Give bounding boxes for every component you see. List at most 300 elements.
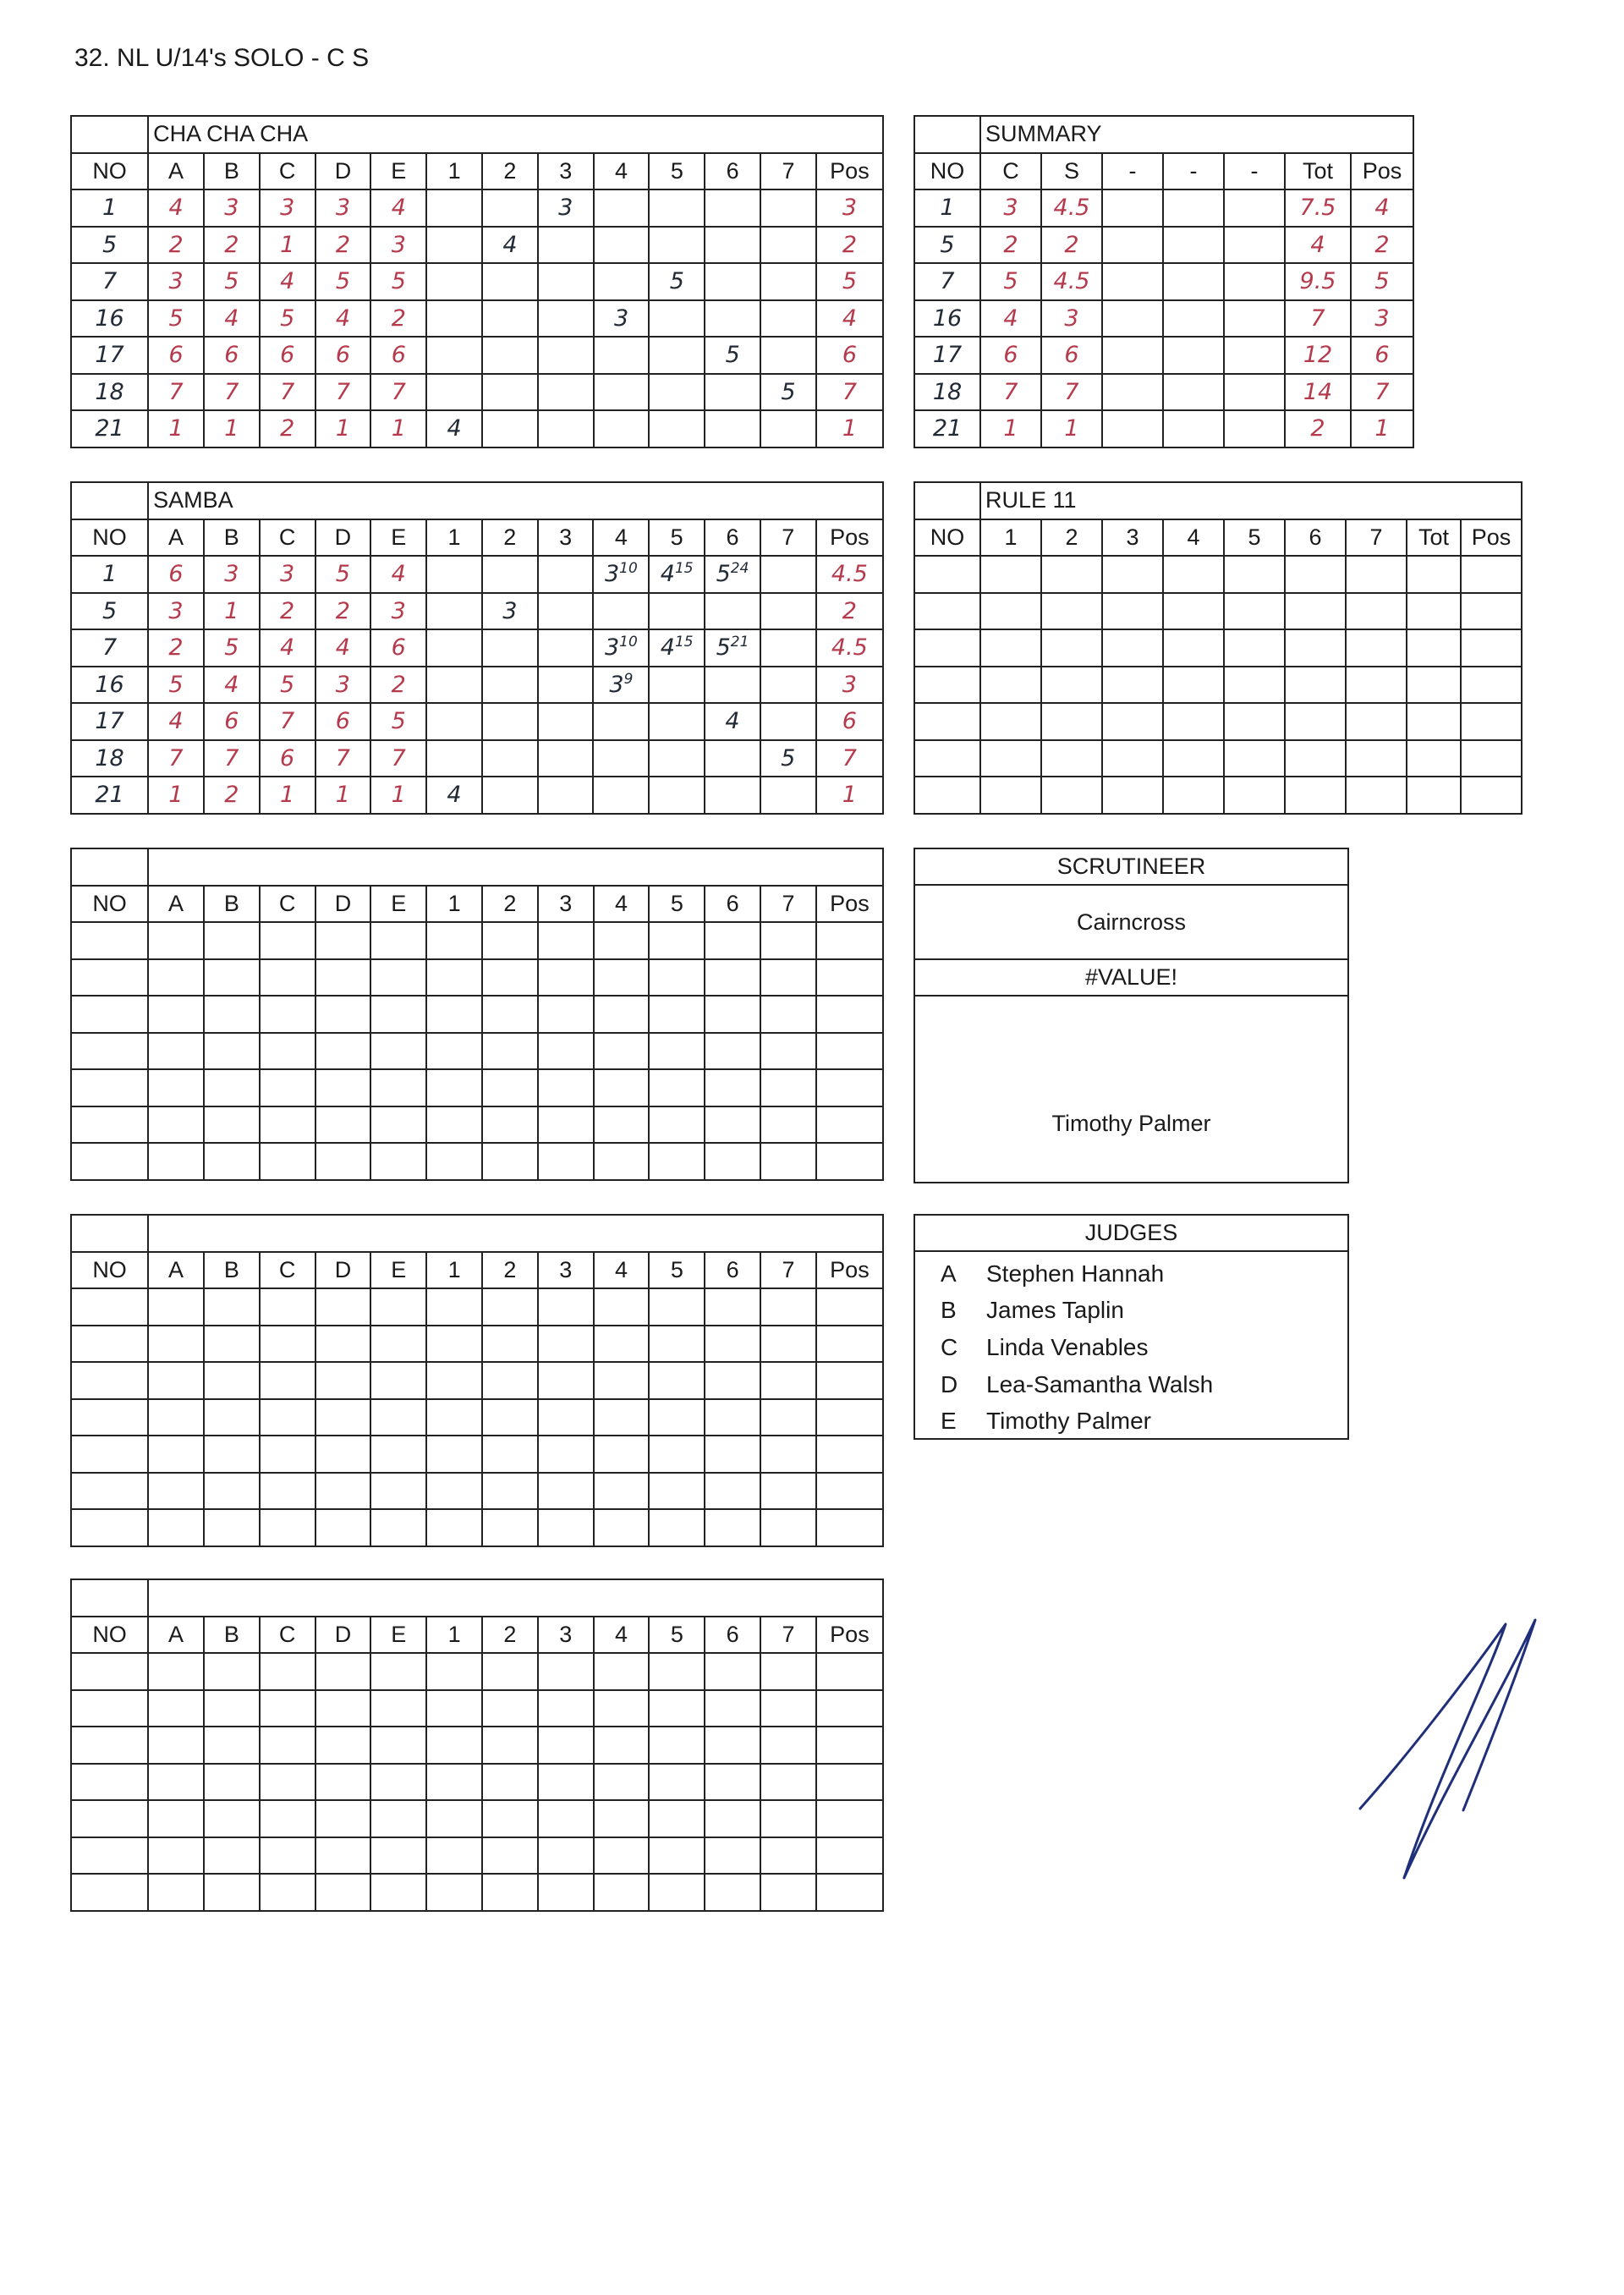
score-cell	[482, 959, 538, 997]
score-cell: 6	[315, 337, 371, 374]
score-cell	[370, 1509, 426, 1546]
score-cell: $4^{15}$	[649, 556, 705, 593]
score-cell	[649, 1399, 705, 1436]
judge-name: Lea-Samantha Walsh	[986, 1370, 1214, 1397]
score-cell	[148, 1288, 204, 1326]
score-cell	[705, 1106, 760, 1144]
score-cell	[649, 1800, 705, 1837]
score-cell	[760, 227, 816, 264]
column-header: 1	[980, 519, 1041, 557]
score-cell	[370, 1727, 426, 1764]
table-row	[71, 996, 883, 1033]
score-cell	[482, 410, 538, 447]
score-cell	[760, 1837, 816, 1875]
score-cell	[649, 1436, 705, 1473]
score-cell	[538, 1837, 594, 1875]
score-cell: 5	[71, 593, 148, 630]
score-cell: 17	[71, 703, 148, 740]
score-cell	[315, 1653, 371, 1690]
score-cell	[482, 1727, 538, 1764]
table-row	[71, 922, 883, 959]
column-header: 1	[426, 1617, 482, 1654]
score-cell	[1346, 556, 1407, 593]
column-header: 4	[594, 1252, 650, 1289]
score-cell	[482, 189, 538, 227]
score-cell	[482, 1800, 538, 1837]
score-cell: 1	[148, 410, 204, 447]
score-cell	[538, 1436, 594, 1473]
score-cell: 7	[71, 629, 148, 667]
score-cell	[760, 1436, 816, 1473]
score-cell: 5	[204, 629, 260, 667]
column-header: C	[980, 153, 1041, 190]
column-header: C	[260, 886, 315, 923]
column-header: 3	[1102, 519, 1163, 557]
score-cell	[538, 1509, 594, 1546]
score-cell	[538, 922, 594, 959]
score-cell	[426, 667, 482, 704]
score-cell	[594, 1727, 650, 1764]
score-cell	[705, 410, 760, 447]
score-cell	[649, 1653, 705, 1690]
score-cell	[1041, 593, 1102, 630]
score-cell	[370, 1106, 426, 1144]
score-cell	[760, 1326, 816, 1363]
scrutineer-box	[914, 848, 1349, 1183]
score-cell	[816, 1436, 883, 1473]
score-cell	[1224, 410, 1285, 447]
score-cell	[705, 1727, 760, 1764]
score-cell: 4	[980, 300, 1041, 338]
score-cell: 5	[71, 227, 148, 264]
score-cell	[1041, 703, 1102, 740]
score-cell	[593, 740, 649, 777]
score-cell: 6	[315, 703, 371, 740]
score-cell	[705, 1764, 760, 1801]
score-cell	[1102, 410, 1163, 447]
score-cell	[1285, 740, 1346, 777]
column-header: C	[260, 1252, 315, 1289]
score-cell	[482, 374, 538, 411]
table-row	[914, 703, 1522, 740]
heading-spacer	[71, 482, 148, 519]
score-cell	[1102, 593, 1163, 630]
score-cell	[760, 1473, 816, 1510]
score-cell	[649, 667, 705, 704]
column-header: 7	[760, 1617, 816, 1654]
score-cell	[1285, 703, 1346, 740]
score-cell	[1041, 667, 1102, 704]
score-cell	[705, 1874, 760, 1911]
score-cell	[148, 1033, 204, 1070]
score-cell	[426, 593, 482, 630]
score-cell	[705, 374, 760, 411]
score-cell	[649, 1874, 705, 1911]
score-cell	[148, 1473, 204, 1510]
score-cell: 4	[204, 667, 260, 704]
score-cell: 3	[980, 189, 1041, 227]
score-cell: 7	[204, 740, 260, 777]
table-row	[71, 1288, 883, 1326]
score-cell	[426, 1033, 482, 1070]
table-row	[71, 1069, 883, 1106]
score-cell	[1102, 629, 1163, 667]
score-cell	[649, 337, 705, 374]
score-cell	[260, 1800, 315, 1837]
column-header: D	[315, 1617, 371, 1654]
scrutineer-label: SCRUTINEER	[915, 849, 1347, 886]
score-cell	[649, 1106, 705, 1144]
score-cell	[315, 1106, 371, 1144]
score-cell	[760, 1800, 816, 1837]
score-cell: 16	[914, 300, 980, 338]
table-row	[71, 1106, 883, 1144]
score-cell	[71, 996, 148, 1033]
score-cell	[71, 1069, 148, 1106]
score-cell	[538, 1874, 594, 1911]
score-cell: 1	[315, 777, 371, 814]
score-cell	[594, 1033, 650, 1070]
score-cell	[1407, 740, 1461, 777]
score-cell	[538, 1069, 594, 1106]
score-cell: 4	[816, 300, 883, 338]
score-cell	[1224, 300, 1285, 338]
score-cell	[705, 1362, 760, 1399]
score-cell	[649, 1509, 705, 1546]
score-cell: 4.5	[816, 629, 883, 667]
score-cell	[816, 1800, 883, 1837]
score-cell	[705, 1069, 760, 1106]
table-row	[71, 777, 883, 814]
score-cell	[482, 1326, 538, 1363]
score-cell: 17	[914, 337, 980, 374]
column-header-row	[71, 1252, 883, 1289]
score-cell	[1163, 263, 1224, 300]
score-cell	[426, 1653, 482, 1690]
table-heading-row	[71, 1215, 883, 1252]
score-cell	[148, 1362, 204, 1399]
score-cell	[1407, 667, 1461, 704]
table-row	[71, 959, 883, 997]
column-header: Pos	[816, 1617, 883, 1654]
score-cell	[426, 189, 482, 227]
score-cell: 4	[148, 189, 204, 227]
score-cell	[1224, 703, 1285, 740]
score-cell	[148, 1690, 204, 1727]
score-cell	[1102, 374, 1163, 411]
score-cell: 17	[71, 337, 148, 374]
score-cell	[594, 227, 650, 264]
score-cell: 5	[760, 374, 816, 411]
score-cell	[816, 1326, 883, 1363]
score-cell	[370, 996, 426, 1033]
score-cell: 2	[1351, 227, 1413, 264]
score-cell	[1102, 777, 1163, 814]
column-header: D	[315, 886, 371, 923]
score-cell	[705, 959, 760, 997]
column-header: 7	[760, 153, 816, 190]
score-cell: 5	[816, 263, 883, 300]
score-cell: $5^{21}$	[705, 629, 760, 667]
score-cell: 6	[204, 703, 260, 740]
score-cell	[148, 959, 204, 997]
score-cell: 2	[148, 227, 204, 264]
score-cell	[148, 1764, 204, 1801]
table-row	[71, 629, 883, 667]
score-cell	[1102, 263, 1163, 300]
score-cell	[705, 1473, 760, 1510]
table-heading-row	[71, 116, 883, 153]
score-cell: 5	[914, 227, 980, 264]
score-cell	[980, 777, 1041, 814]
column-header: 2	[482, 1617, 538, 1654]
column-header: -	[1224, 153, 1285, 190]
score-cell	[315, 1764, 371, 1801]
score-cell	[594, 337, 650, 374]
heading-spacer	[71, 848, 148, 886]
column-header: D	[315, 519, 371, 557]
score-cell	[482, 1362, 538, 1399]
score-cell: $5^{24}$	[705, 556, 760, 593]
score-cell	[649, 1033, 705, 1070]
score-cell	[538, 629, 594, 667]
column-header: 2	[482, 1252, 538, 1289]
score-cell: 2	[816, 227, 883, 264]
score-cell	[204, 1362, 260, 1399]
score-cell: 3	[1041, 300, 1102, 338]
table-heading-row	[71, 1579, 883, 1617]
score-cell: 16	[71, 300, 148, 338]
cha-cha-cha-table	[70, 115, 884, 448]
score-cell	[1407, 593, 1461, 630]
score-cell	[204, 922, 260, 959]
judge-row	[941, 1255, 1347, 1293]
score-cell	[760, 1653, 816, 1690]
score-cell	[1102, 227, 1163, 264]
column-header: -	[1102, 153, 1163, 190]
score-cell	[914, 703, 980, 740]
score-cell	[1346, 777, 1407, 814]
score-cell	[980, 703, 1041, 740]
score-cell	[816, 1764, 883, 1801]
score-cell	[426, 1874, 482, 1911]
score-cell	[538, 593, 594, 630]
score-cell	[315, 1837, 371, 1875]
table-row	[71, 1033, 883, 1070]
table-heading-row	[71, 482, 883, 519]
judge-name: James Taplin	[986, 1297, 1124, 1324]
score-cell	[71, 1288, 148, 1326]
score-cell	[1163, 189, 1224, 227]
score-cell	[482, 1509, 538, 1546]
score-cell: 3	[370, 227, 426, 264]
column-header: A	[148, 886, 204, 923]
score-cell	[649, 1362, 705, 1399]
score-cell	[426, 1069, 482, 1106]
score-cell: 7	[1285, 300, 1351, 338]
score-cell	[914, 556, 980, 593]
score-cell	[1461, 777, 1522, 814]
score-cell: 14	[1285, 374, 1351, 411]
score-cell	[1224, 740, 1285, 777]
table-row	[914, 189, 1413, 227]
column-header: 3	[538, 153, 594, 190]
score-cell: $4^{15}$	[649, 629, 705, 667]
score-cell	[204, 1326, 260, 1363]
score-cell	[1163, 740, 1224, 777]
score-cell: 5	[260, 667, 315, 704]
score-cell: 3	[594, 300, 650, 338]
score-cell	[1461, 593, 1522, 630]
score-cell	[426, 337, 482, 374]
score-cell	[594, 410, 650, 447]
score-cell	[482, 1436, 538, 1473]
score-cell	[482, 337, 538, 374]
score-cell	[370, 1288, 426, 1326]
score-cell: 7	[71, 263, 148, 300]
scrutineer-name: Cairncross	[915, 886, 1347, 960]
score-cell	[148, 1436, 204, 1473]
column-header: 4	[1163, 519, 1224, 557]
score-cell	[148, 1399, 204, 1436]
score-cell	[705, 1399, 760, 1436]
column-header: 6	[705, 519, 760, 557]
score-cell	[1041, 740, 1102, 777]
judges-label: JUDGES	[915, 1216, 1347, 1252]
score-cell	[1285, 556, 1346, 593]
score-cell	[370, 1362, 426, 1399]
score-cell	[148, 922, 204, 959]
column-header: E	[370, 886, 426, 923]
score-cell	[315, 1143, 371, 1180]
sheet-title: 32. NL U/14's SOLO - C S	[74, 44, 370, 72]
score-cell	[649, 1473, 705, 1510]
score-cell	[71, 1690, 148, 1727]
judge-name: Linda Venables	[986, 1333, 1149, 1360]
score-cell	[1407, 703, 1461, 740]
score-cell: 21	[71, 410, 148, 447]
table-row	[71, 1436, 883, 1473]
score-cell	[538, 1690, 594, 1727]
table-row	[71, 703, 883, 740]
score-cell	[426, 374, 482, 411]
score-cell	[315, 1727, 371, 1764]
score-cell	[260, 1653, 315, 1690]
score-cell	[705, 777, 760, 814]
table-row	[71, 1800, 883, 1837]
score-cell	[204, 1690, 260, 1727]
score-cell: 7	[148, 374, 204, 411]
score-cell	[538, 1653, 594, 1690]
score-cell: 2	[260, 593, 315, 630]
score-cell	[538, 263, 594, 300]
score-cell	[426, 1399, 482, 1436]
table-row	[71, 337, 883, 374]
score-cell	[204, 996, 260, 1033]
score-cell: $3^9$	[593, 667, 649, 704]
score-cell	[315, 1069, 371, 1106]
score-cell	[482, 1399, 538, 1436]
score-cell	[594, 1653, 650, 1690]
score-cell	[649, 300, 705, 338]
score-cell	[1346, 593, 1407, 630]
score-cell: 6	[1041, 337, 1102, 374]
score-cell	[649, 740, 705, 777]
score-cell	[204, 1473, 260, 1510]
score-cell	[760, 410, 816, 447]
score-cell	[260, 1690, 315, 1727]
table-row	[914, 337, 1413, 374]
score-cell	[1285, 667, 1346, 704]
value-name: Timothy Palmer	[1051, 1111, 1211, 1136]
score-cell	[426, 1837, 482, 1875]
score-cell	[260, 1326, 315, 1363]
score-cell	[260, 1874, 315, 1911]
score-cell	[260, 1033, 315, 1070]
score-cell: 1	[1351, 410, 1413, 447]
score-cell	[148, 1509, 204, 1546]
score-cell	[760, 922, 816, 959]
score-cell	[1163, 629, 1224, 667]
score-cell: 5	[315, 556, 371, 593]
score-cell	[315, 1436, 371, 1473]
score-cell: 5	[204, 263, 260, 300]
score-cell: 5	[649, 263, 705, 300]
score-cell	[594, 263, 650, 300]
score-cell	[426, 263, 482, 300]
value-label: #VALUE!	[915, 960, 1347, 997]
score-cell	[705, 922, 760, 959]
score-cell	[148, 1069, 204, 1106]
score-cell	[816, 922, 883, 959]
score-cell	[538, 1473, 594, 1510]
score-cell	[760, 556, 816, 593]
score-cell: 6	[148, 337, 204, 374]
score-cell	[426, 959, 482, 997]
score-cell	[482, 1764, 538, 1801]
score-cell	[705, 1326, 760, 1363]
score-cell: 5	[1351, 263, 1413, 300]
score-cell: 7	[370, 374, 426, 411]
column-header: B	[204, 519, 260, 557]
score-cell	[649, 410, 705, 447]
score-cell	[538, 777, 594, 814]
samba-table	[70, 481, 884, 815]
score-cell	[649, 1690, 705, 1727]
score-cell	[816, 1069, 883, 1106]
score-cell	[370, 1800, 426, 1837]
score-cell: 4	[315, 629, 371, 667]
column-header-row	[914, 519, 1522, 557]
column-header: 3	[538, 1617, 594, 1654]
score-cell	[594, 1362, 650, 1399]
score-cell	[705, 227, 760, 264]
score-cell	[315, 1473, 371, 1510]
score-cell	[1224, 777, 1285, 814]
score-cell	[760, 777, 816, 814]
score-cell	[204, 1143, 260, 1180]
judge-row	[941, 1403, 1347, 1440]
column-header: NO	[71, 1252, 148, 1289]
table-heading-row	[914, 482, 1522, 519]
score-cell	[482, 667, 538, 704]
score-cell	[370, 922, 426, 959]
score-cell	[649, 1727, 705, 1764]
score-cell: 7	[1041, 374, 1102, 411]
score-cell	[426, 300, 482, 338]
score-cell: 18	[71, 740, 148, 777]
score-cell	[71, 1106, 148, 1144]
